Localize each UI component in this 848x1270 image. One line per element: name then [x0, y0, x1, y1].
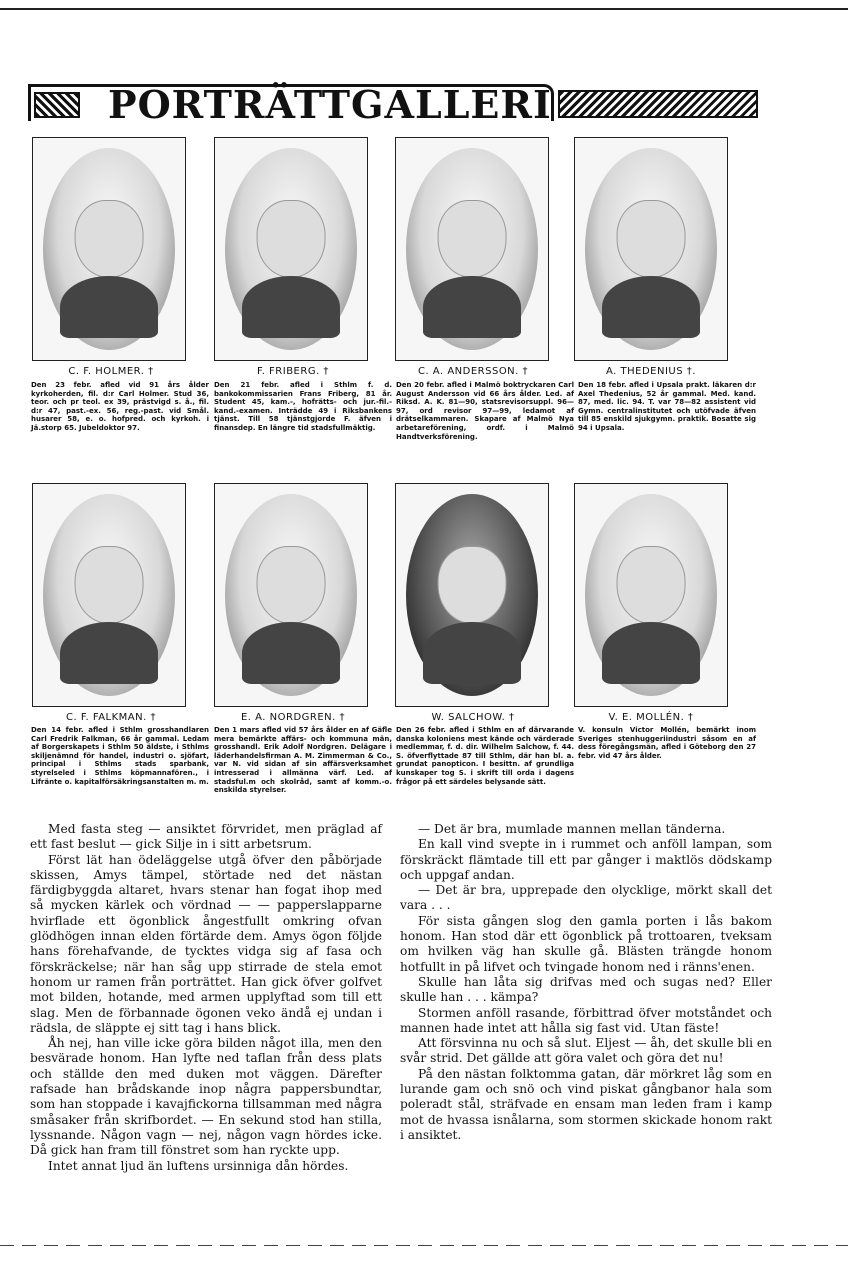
portrait-name: C. A. ANDERSSON. † — [417, 366, 529, 377]
story-column-left — [30, 822, 382, 1174]
portrait-thedenius — [574, 137, 728, 361]
portrait-holmer — [32, 137, 186, 361]
portrait-name: F. FRIBERG. † — [257, 366, 329, 377]
story-paragraph: Skulle han låta sig drifvas med och sugas ned? Eller skulle han . . . kämpa? — [400, 974, 772, 1005]
portrait-salchow — [395, 483, 549, 707]
portrait-name: W. SALCHOW. † — [431, 712, 515, 723]
portrait-friberg — [214, 137, 368, 361]
story-paragraph: Först lät han ödeläggelse utgå öfver den påbörjade skissen, Amys tämpel, störtade ned det nästan färdigbyggda altaret, hvars stenar han fogat ihop med så mycken kärlek och vördnad — — papperslapparne hvirflade ett ögonblick ångestfullt omkring ofvan glödhögen innan elden förtärde dem. Amys ögon följde hans förehafvande, de tycktes vidga sig af fasa och förskräckelse; när han såg upp stirrade de stela emot honom ur ramen från porträttet. Han gick öfver golfvet mot bilden, hotande, med armen upplyftad som till ett slag. Men de förbannade ögonen veko ändå ej undan i rädsla, de släppte ej sitt tag i hans blick. — [30, 852, 382, 1035]
portrait-caption: V. konsuln Victor Mollén, bemärkt inom Sveriges stenhuggeriindustri såsom en af dess föregångsmän, afled i Göteborg den 27 febr. vid 47 års ålder. — [578, 726, 756, 760]
story-paragraph: För sista gången slog den gamla porten i lås bakom honom. Han stod där ett ögonblick på trottoaren, tveksam om hvilken väg han skulle gå. Blästen trängde honom hotfullt in på lifvet och tvingade honom ned i ränns'enen. — [400, 913, 772, 974]
bottom-rule — [0, 1245, 848, 1246]
portrait-name: C. F. FALKMAN. † — [66, 712, 156, 723]
portrait-caption: Den 21 febr. afled i Sthlm f. d. bankokommissarien Frans Friberg, 81 år. Student 45, kam.-, hofrätts- och jur.-fil.-kand.-examen. Inträdde 49 i Riksbankens tjänst. Till 58 tjänstgjorde F. äfven i finansdep. En längre tid stadsfullmäktig. — [214, 381, 392, 432]
portrait-nordgren — [214, 483, 368, 707]
story-paragraph: Stormen anföll rasande, förbittrad öfver motståndet och mannen hade intet att hålla sig fast vid. Utan fäste! — [400, 1005, 772, 1035]
portrait-andersson — [395, 137, 549, 361]
portrait-caption: Den 26 febr. afled i Sthlm en af därvarande danska koloniens mest kände och värderade medlemmar, f. d. dir. Wilhelm Salchow, f. 44. S. öfverflyttade 87 till Sthlm, där han bl. a. grundat panopticon. I besittn. af grundliga kunskaper tog S. i skrift till orda i dagens frågor på ett särdeles belysande sätt. — [396, 726, 574, 786]
top-rule — [0, 8, 848, 10]
story-paragraph: Åh nej, han ville icke göra bilden något illa, men den besvärade honom. Han lyfte ned taflan från dess plats och ställde den med duken mot väggen. Därefter rafsade han brådskande inop några pappersbundtar, som han stoppade i kavajfickorna tillsamman med några småsaker från skrifbordet. — En sekund stod han stilla, lyssnande. Någon vagn — nej, någon vagn hördes icke. Då gick han fram till fönstret som han ryckte upp. — [30, 1036, 382, 1158]
story-paragraph: — Det är bra, mumlade mannen mellan tänderna. — [418, 822, 726, 836]
story-paragraph: Att försvinna nu och så slut. Eljest — åh, det skulle bli en svår strid. Det gällde att göra valet och göra det nu! — [400, 1036, 772, 1066]
portrait-falkman — [32, 483, 186, 707]
portrait-name: A. THEDENIUS †. — [606, 366, 696, 377]
ornament-left-icon — [34, 92, 80, 118]
story-column-right — [400, 822, 772, 1143]
portrait-caption: Den 18 febr. afled i Upsala prakt. läkaren d:r Axel Thedenius, 52 år gammal. Med. kand. 87, med. lic. 94. T. var 78—82 assistent vid Gymn. centralinstitutet och utöfvade äfven till 85 enskild sjukgymn. praktik. Bosatte sig 94 i Upsala. — [578, 381, 756, 432]
story-paragraph: På den nästan folktomma gatan, där mörkret låg som en lurande gam och snö och vind piskat gångbanor hala som poleradt stål, sträfvade en ensam man leden fram i kamp mot de hvassa isnålarna, som stormen skickade honom rakt i ansiktet. — [400, 1066, 772, 1142]
portrait-caption: Den 20 febr. afled i Malmö boktryckaren Carl August Andersson vid 66 års ålder. Led. af Riksd. A. K. 81—90, statsrevisorsuppl. 96—97, ord revisor 97—99, ledamot af drätselkammaren. Skapare af Malmö Nya arbetareförening, ordf. i Malmö Handtverksförening. — [396, 381, 574, 441]
portrait-caption: Den 14 febr. afled i Sthlm grosshandlaren Carl Fredrik Falkman, 66 år gammal. Ledam af Borgerskapets i Sthlm 50 äldste, i Sthlms skiljenämnd för handel, industri o. sjöfart, principal i Sthlms stads sparbank, styrelseled i Sthlms köpmannafören., i Lifränte o. kapitalförsäkringsanstalten m. m. — [31, 726, 209, 786]
story-paragraph: En kall vind svepte in i rummet och anföll lampan, som förskräckt flämtade till ett par gånger i maktlös dödskamp och uppgaf andan. — [400, 837, 772, 882]
ornament-right-icon — [558, 90, 758, 118]
section-header — [28, 78, 758, 127]
story-paragraph: Med fasta steg — ansiktet förvridet, men präglad af ett fast beslut — gick Silje in i sitt arbetsrum. — [30, 822, 382, 852]
story-paragraph: — Det är bra, upprepade den olycklige, mörkt skall det vara . . . — [400, 883, 772, 913]
page-title: PORTRÄTTGALLERI — [108, 82, 552, 127]
portrait-name: E. A. NORDGREN. † — [240, 712, 346, 723]
portrait-mollen — [574, 483, 728, 707]
portrait-caption: Den 1 mars afled vid 57 års ålder en af Gäfle mera bemärkte affärs- och kommuna män, grosshandl. Erik Adolf Nordgren. Delägare i läderhandelsfirman A. M. Zimmerman & Co., var N. vid sidan af sin affärsverksamhet intresserad i allmänna värf. Led. af stadsful.m och skolråd, samt af komm.-o. enskilda styrelser. — [214, 726, 392, 795]
portrait-name: V. E. MOLLÉN. † — [608, 712, 694, 723]
portrait-caption: Den 23 febr. afled vid 91 års ålder kyrkoherden, fil. d:r Carl Holmer. Stud 36, teor. och pr teol. ex 39, prästvigd s. å., fil. d:r 47, past.-ex. 56, reg.-past. vid Smål. husarer 58, e. o. hofpred. och kyrkoh. i Jä.storp 65. Jubeldoktor 97. — [31, 381, 209, 432]
portrait-name: C. F. HOLMER. † — [68, 366, 154, 377]
story-paragraph: Intet annat ljud än luftens ursinniga dån hördes. — [48, 1158, 349, 1173]
